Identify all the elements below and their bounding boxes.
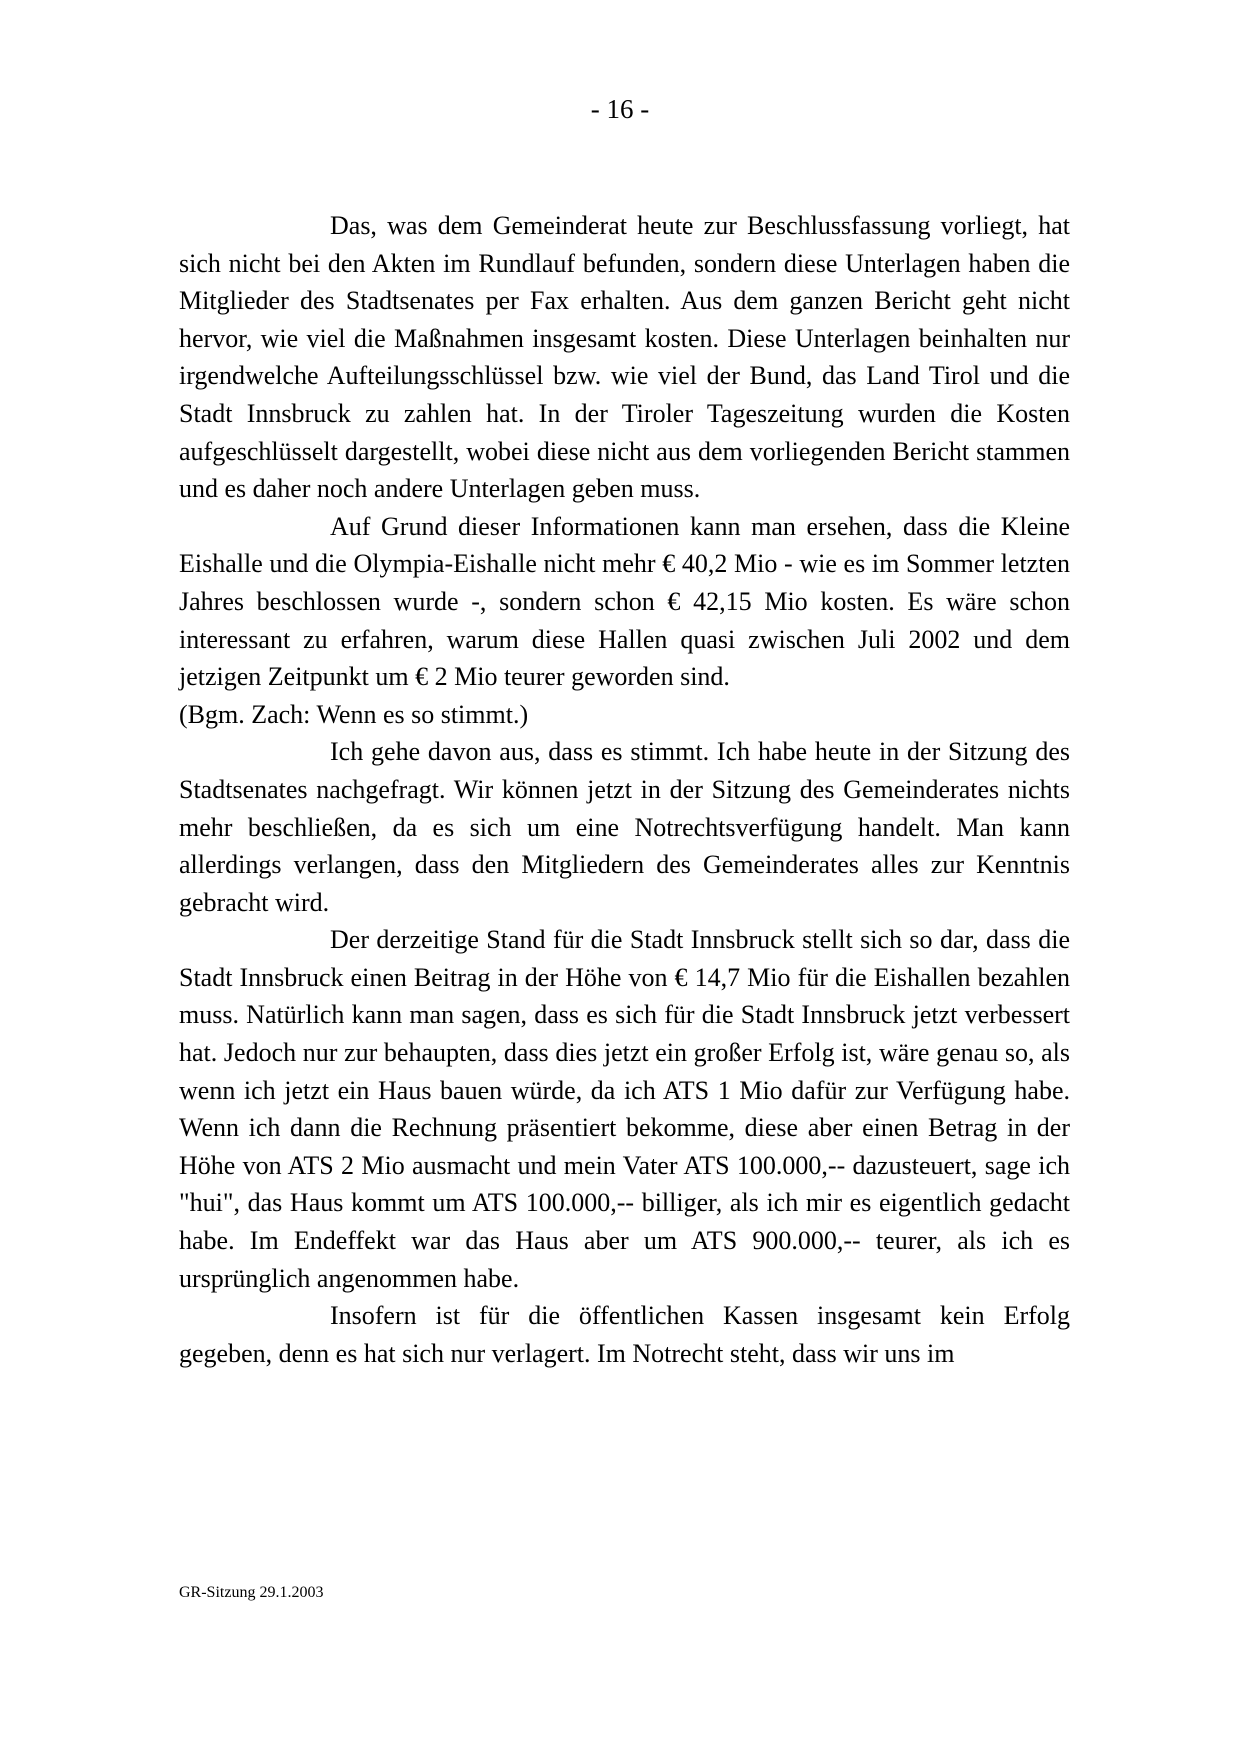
document-body [179,207,1070,1372]
paragraph-4: Der derzeitige Stand für die Stadt Innsbruck stellt sich so dar, dass die Stadt Innsbruck einen Beitrag in der Höhe von € 14,7 Mio für die Eishallen bezahlen muss. Natürlich kann man sagen, dass es sich für die Stadt Innsbruck jetzt verbessert hat. Jedoch nur zur behaupten, dass dies jetzt ein großer Erfolg ist, wäre genau so, als wenn ich jetzt ein Haus bauen würde, da ich ATS 1 Mio dafür zur Verfügung habe. Wenn ich dann die Rechnung präsentiert bekomme, diese aber einen Betrag in der Höhe von ATS 2 Mio ausmacht und mein Vater ATS 100.000,-- dazusteuert, sage ich "hui", das Haus kommt um ATS 100.000,-- billiger, als ich mir es eigentlich gedacht habe. Im Endeffekt war das Haus aber um ATS 900.000,-- teurer, als ich es ursprünglich angenommen habe. [179,925,1070,1293]
footer-session-date: GR-Sitzung 29.1.2003 [179,1584,324,1601]
paragraph-3: Ich gehe davon aus, dass es stimmt. Ich habe heute in der Sitzung des Stadtsenates nachgefragt. Wir können jetzt in der Sitzung des Gemeinderates nichts mehr beschließen, da es sich um eine Notrechtsverfügung handelt. Man kann allerdings verlangen, dass den Mitgliedern des Gemeinderates alles zur Kenntnis gebracht wird. [179,737,1070,917]
paragraph-1: Das, was dem Gemeinderat heute zur Beschlussfassung vorliegt, hat sich nicht bei den Akten im Rundlauf befunden, sondern diese Unterlagen haben die Mitglieder des Stadtsenates per Fax erhalten. Aus dem ganzen Bericht geht nicht hervor, wie viel die Maßnahmen insgesamt kosten. Diese Unterlagen beinhalten nur irgendwelche Aufteilungsschlüssel bzw. wie viel der Bund, das Land Tirol und die Stadt Innsbruck zu zahlen hat. In der Tiroler Tageszeitung wurden die Kosten aufgeschlüsselt dargestellt, wobei diese nicht aus dem vorliegenden Bericht stammen und es daher noch andere Unterlagen geben muss. [179,211,1070,504]
page-number: - 16 - [590,94,650,124]
paragraph-2: Auf Grund dieser Informationen kann man ersehen, dass die Kleine Eishalle und die Olympia-Eishalle nicht mehr € 40,2 Mio - wie es im Sommer letzten Jahres beschlossen wurde -, sondern schon € 42,15 Mio kosten. Es wäre schon interessant zu erfahren, warum diese Hallen quasi zwischen Juli 2002 und dem jetzigen Zeitpunkt um € 2 Mio teurer geworden sind. [179,511,1070,692]
interjection: (Bgm. Zach: Wenn es so stimmt.) [179,699,529,729]
paragraph-5: Insofern ist für die öffentlichen Kassen insgesamt kein Erfolg gegeben, denn es hat sich nur verlagert. Im Notrecht steht, dass wir uns im [179,1301,1070,1368]
